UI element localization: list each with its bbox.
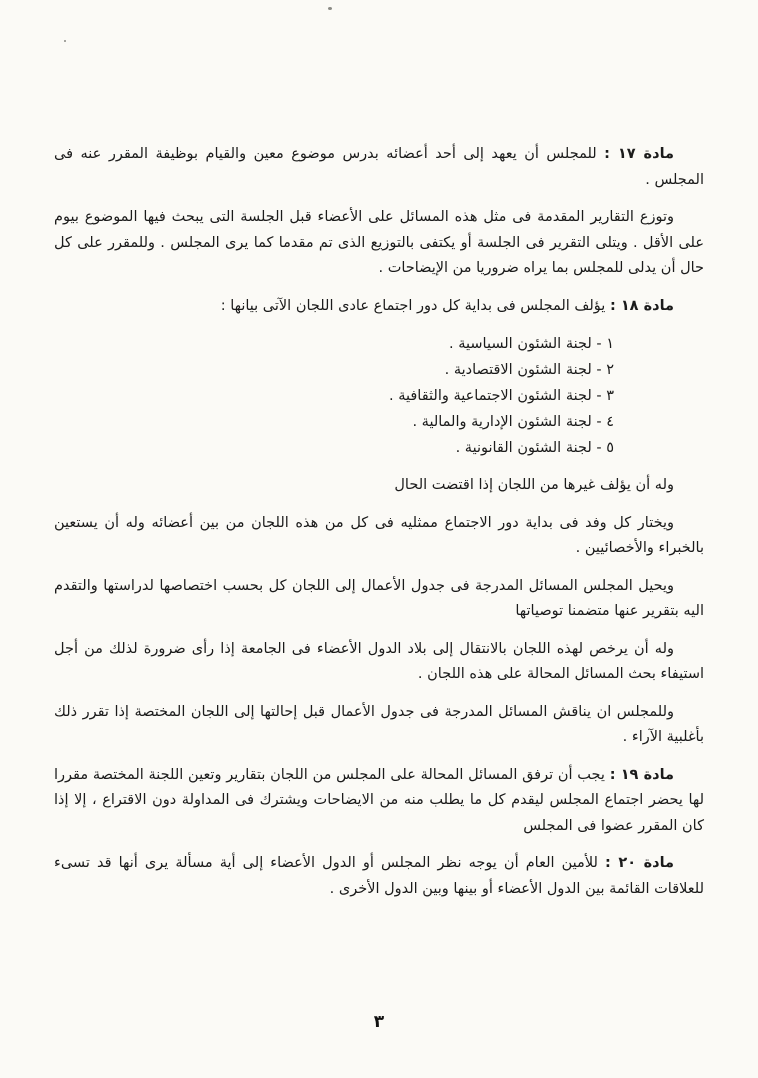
article-17-paragraph [54,142,704,193]
referral-paragraph [54,574,704,625]
travel-text: وله أن يرخص لهذه اللجان بالانتقال إلى بلاد الدول الأعضاء فى الجامعة إذا رأى ضرورة لذلك من أجل استيفاء بحث المسائل المحالة على هذه اللجان . [54,640,704,682]
article-17-label: مادة ١٧ : [604,146,674,162]
referral-text: ويحيل المجلس المسائل المدرجة فى جدول الأعمال إلى اللجان كل بحسب اختصاصها لدراستها والتقدم اليه بتقرير عنها متضمنا توصياتها [54,577,704,619]
article-18-text: يؤلف المجلس فى بداية كل دور اجتماع عادى اللجان الآتى بيانها : [220,297,606,314]
article-19-label: مادة ١٩ : [609,766,674,783]
list-item: ٣ - لجنة الشئون الاجتماعية والثقافية . [388,388,614,404]
discussion-paragraph [54,700,704,751]
list-item: ٥ - لجنة الشئون القانونية . [455,440,614,456]
list-item: ٤ - لجنة الشئون الإدارية والمالية . [412,414,614,430]
other-committees-paragraph [54,473,704,499]
article-19-paragraph [54,763,704,840]
scan-speck [328,7,332,10]
page-number: ٣ [373,1012,385,1032]
delegates-paragraph [54,511,704,562]
article-20-paragraph [54,851,704,902]
travel-paragraph [54,637,704,688]
other-committees-text: وله أن يؤلف غيرها من اللجان إذا اقتضت الحال [394,477,674,493]
reports-distribution-text: وتوزع التقارير المقدمة فى مثل هذه المسائل على الأعضاء قبل الجلسة التى يبحث فيها الموضوع بيوم على الأقل . ويتلى التقرير فى الجلسة أو يكتفى بالتوزيع الذى تم مقدما كما يرى المجلس . وللمقرر على كل حال أن يدلى للمجلس بما يراه ضروريا من الإيضاحات . [54,209,704,276]
reports-distribution-paragraph [54,205,704,282]
article-20-text: للأمين العام أن يوجه نظر المجلس أو الدول الأعضاء إلى أية مسألة يرى أنها قد تسىء للعلاقات القائمة بين الدول الأعضاء أو بينها وبين الدول الأخرى . [54,855,704,897]
delegates-text: ويختار كل وفد فى بداية دور الاجتماع ممثليه فى كل من هذه اللجان من بين أعضائه وله أن يستعين بالخبراء والأخصائيين . [54,514,704,556]
scan-speck [64,40,66,42]
list-item: ١ - لجنة الشئون السياسية . [449,336,614,352]
article-20-label: مادة ٢٠ : [605,855,675,871]
article-17-text: للمجلس أن يعهد إلى أحد أعضائه بدرس موضوع معين والقيام بوظيفة المقرر عنه فى المجلس . [54,146,704,188]
page-content [54,142,704,914]
article-19-text: يجب أن ترفق المسائل المحالة على المجلس من اللجان بتقارير وتعين اللجنة المختصة مقررا لها يحضر اجتماع المجلس ليقدم كل ما يطلب منه من الايضاحات ويشترك فى المداولة دون الاقتراع ، إلا إذا كان المقرر عضوا فى المجلس [54,766,704,834]
list-item: ٢ - لجنة الشئون الاقتصادية . [444,362,614,378]
committee-list [54,331,614,461]
discussion-text: وللمجلس ان يناقش المسائل المدرجة فى جدول الأعمال قبل إحالتها إلى اللجان المختصة إذا تقرر ذلك بأغلبية الآراء . [54,703,704,745]
article-18-label: مادة ١٨ : [609,297,674,314]
article-18-paragraph [54,294,704,320]
